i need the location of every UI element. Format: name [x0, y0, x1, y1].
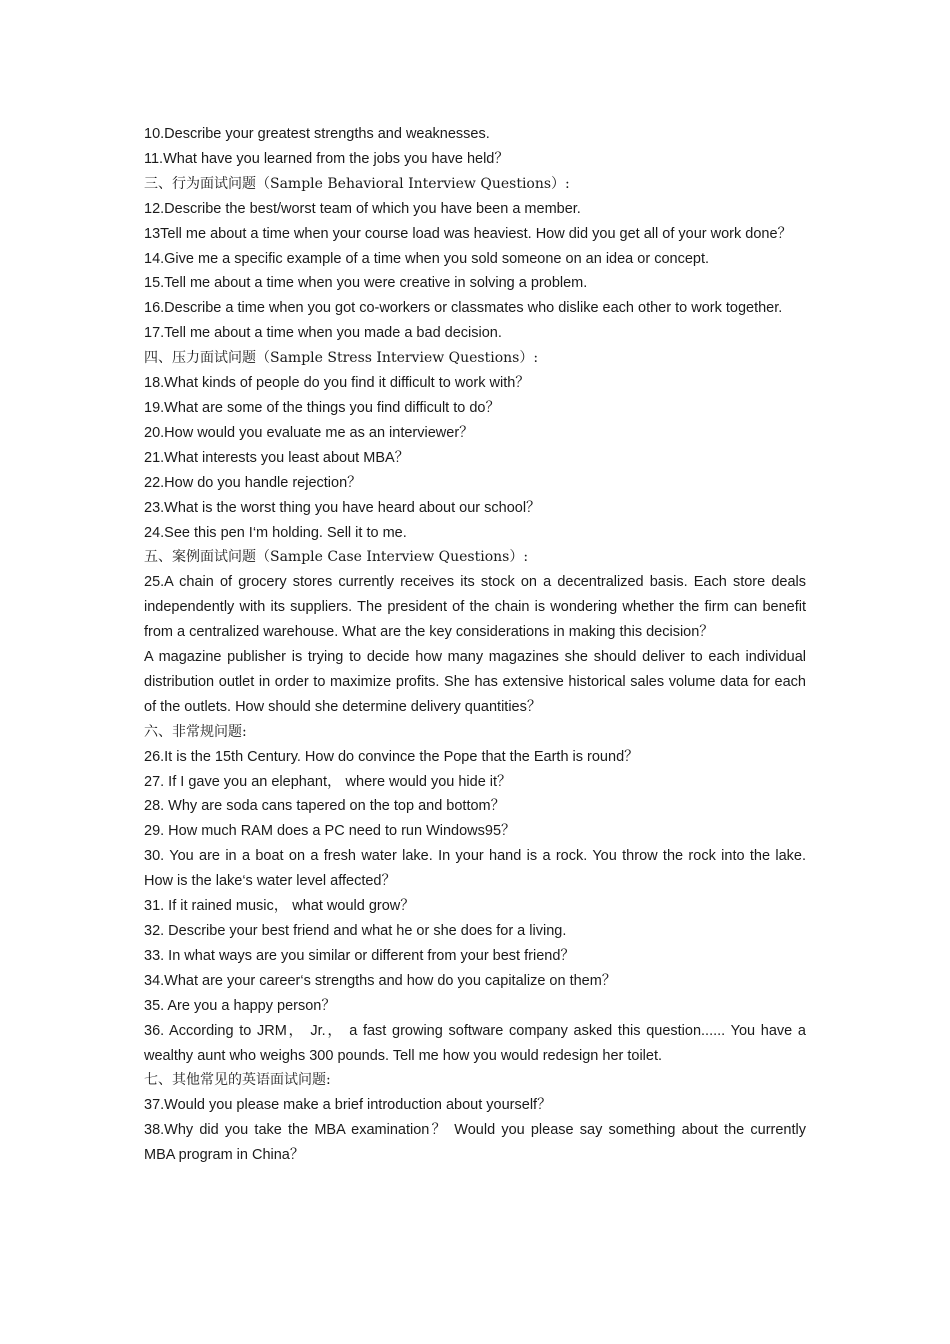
question-28: 28. Why are soda cans tapered on the top and bottom？ — [144, 798, 506, 815]
question-23: 23.What is the worst thing you have heard about our school？ — [144, 499, 541, 516]
question-34: 34.What are your career‘s strengths and how do you capitalize on them？ — [144, 972, 617, 989]
question-12: 12.Describe the best/worst team of which you have been a member. — [144, 200, 581, 217]
section-heading-case: 五、案例面试问题（Sample Case Interview Questions）: — [144, 549, 529, 566]
question-25b: A magazine publisher is trying to decide how many magazines she should deliver to each individual distribution outlet in order to maximize profits. She has extensive historical sales volume data for each of the outlets. How should she determine delivery quantities？ — [144, 649, 806, 715]
document-page — [144, 122, 806, 1168]
question-36: 36. According to JRM， Jr.， a fast growing software company asked this question...... You have a wealthy aunt who weighs 300 pounds. Tell me how you would redesign her toilet. — [144, 1022, 806, 1064]
question-21: 21.What interests you least about MBA？ — [144, 449, 410, 466]
question-17: 17.Tell me about a time when you made a bad decision. — [144, 325, 502, 342]
section-heading-stress: 四、压力面试问题（Sample Stress Interview Questions）: — [144, 350, 539, 367]
question-24: 24.See this pen I‘m holding. Sell it to me. — [144, 524, 407, 541]
section-heading-behavioral: 三、行为面试问题（Sample Behavioral Interview Questions）: — [144, 175, 570, 192]
question-10: 10.Describe your greatest strengths and weaknesses. — [144, 126, 490, 142]
question-32: 32. Describe your best friend and what he or she does for a living. — [144, 923, 567, 939]
question-25: 25.A chain of grocery stores currently receives its stock on a decentralized basis. Each store deals independently with its suppliers. The president of the chain is wondering whether the firm can benefit from a centralized warehouse. What are the key considerations in making this decision？ — [144, 574, 806, 641]
question-20: 20.How would you evaluate me as an interviewer？ — [144, 424, 474, 441]
question-33: 33. In what ways are you similar or different from your best friend？ — [144, 947, 575, 964]
question-30: 30. You are in a boat on a fresh water lake. In your hand is a rock. You throw the rock into the lake. How is the lake‘s water level affected？ — [144, 848, 806, 890]
section-heading-other: 七、其他常见的英语面试问题: — [144, 1072, 331, 1089]
question-27: 27. If I gave you an elephant， where would you hide it？ — [144, 773, 512, 790]
question-18: 18.What kinds of people do you find it difficult to work with？ — [144, 375, 530, 392]
question-38: 38.Why did you take the MBA examination？ Would you please say something about the currently MBA program in China？ — [144, 1122, 806, 1164]
question-35: 35. Are you a happy person？ — [144, 997, 336, 1014]
question-19: 19.What are some of the things you find difficult to do？ — [144, 399, 500, 416]
question-37: 37.Would you please make a brief introduction about yourself？ — [144, 1097, 552, 1114]
question-22: 22.How do you handle rejection？ — [144, 474, 362, 491]
question-31: 31. If it rained music， what would grow？ — [144, 898, 415, 915]
question-29: 29. How much RAM does a PC need to run Windows95？ — [144, 823, 516, 840]
question-26: 26.It is the 15th Century. How do convince the Pope that the Earth is round？ — [144, 748, 639, 765]
section-heading-unconventional: 六、非常规问题: — [144, 723, 247, 740]
question-13: 13Tell me about a time when your course load was heaviest. How did you get all of your work done？ — [144, 225, 793, 242]
question-15: 15.Tell me about a time when you were creative in solving a problem. — [144, 275, 588, 292]
question-11: 11.What have you learned from the jobs you have held？ — [144, 150, 509, 167]
question-14: 14.Give me a specific example of a time when you sold someone on an idea or concept. — [144, 250, 710, 267]
question-16: 16.Describe a time when you got co-workers or classmates who dislike each other to work together. — [144, 300, 783, 317]
